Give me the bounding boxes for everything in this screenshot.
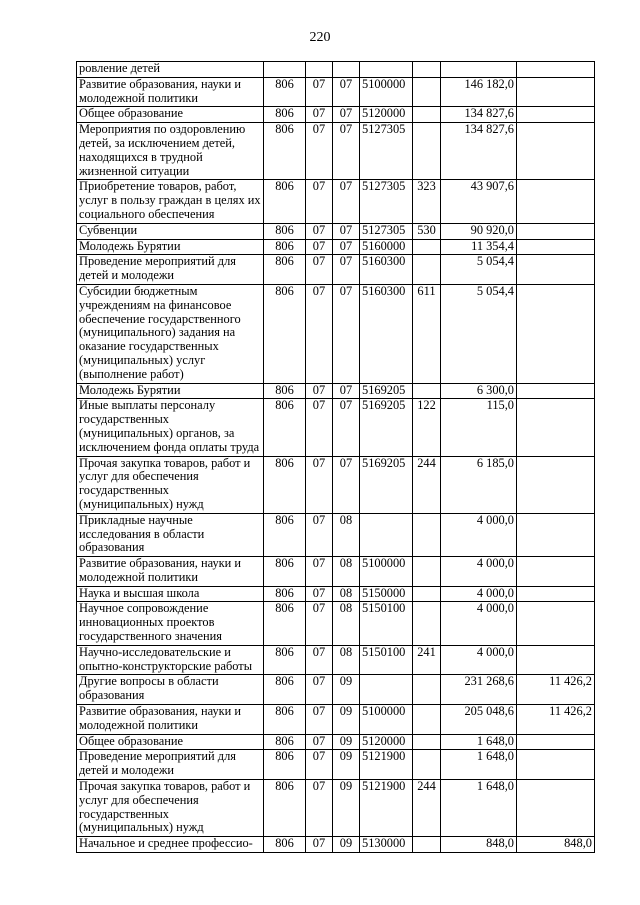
target-article-code-cell: 5150100 <box>360 645 413 675</box>
table-row <box>77 750 595 780</box>
ministry-code-cell: 806 <box>264 456 306 513</box>
budget-table <box>76 61 595 853</box>
item-name-cell: Другие вопросы в области образования <box>77 675 264 705</box>
item-name-cell: Прикладные научные исследования в области образования <box>77 513 264 556</box>
ministry-code-cell: 806 <box>264 284 306 383</box>
target-article-code-cell: 5100000 <box>360 557 413 587</box>
expense-type-code-cell <box>413 383 441 399</box>
target-article-code-cell: 5120000 <box>360 734 413 750</box>
item-name-cell: Начальное и среднее профессио- <box>77 837 264 853</box>
item-name-cell: Мероприятия по оздоровлению детей, за исключением детей, находящихся в трудной жизненной ситуации <box>77 123 264 180</box>
ministry-code-cell: 806 <box>264 180 306 223</box>
amount-cell: 4 000,0 <box>441 557 517 587</box>
table-row <box>77 399 595 456</box>
expense-type-code-cell: 530 <box>413 223 441 239</box>
table-row <box>77 107 595 123</box>
table-row <box>77 284 595 383</box>
amount-secondary-cell: 11 426,2 <box>517 675 595 705</box>
ministry-code-cell: 806 <box>264 399 306 456</box>
section-code-cell: 07 <box>306 284 333 383</box>
section-code-cell: 07 <box>306 107 333 123</box>
section-code-cell: 07 <box>306 675 333 705</box>
subsection-code-cell: 09 <box>333 734 360 750</box>
table-row <box>77 123 595 180</box>
table-row <box>77 837 595 853</box>
amount-secondary-cell <box>517 284 595 383</box>
subsection-code-cell: 09 <box>333 705 360 735</box>
item-name-cell: Проведение мероприятий для детей и молодежи <box>77 750 264 780</box>
item-name-cell: ровление детей <box>77 62 264 78</box>
amount-cell: 11 354,4 <box>441 239 517 255</box>
expense-type-code-cell <box>413 675 441 705</box>
ministry-code-cell: 806 <box>264 107 306 123</box>
ministry-code-cell: 806 <box>264 837 306 853</box>
expense-type-code-cell <box>413 586 441 602</box>
subsection-code-cell: 07 <box>333 284 360 383</box>
subsection-code-cell: 07 <box>333 77 360 107</box>
amount-cell: 4 000,0 <box>441 645 517 675</box>
ministry-code-cell: 806 <box>264 780 306 837</box>
item-name-cell: Общее образование <box>77 734 264 750</box>
expense-type-code-cell <box>413 557 441 587</box>
amount-cell: 848,0 <box>441 837 517 853</box>
budget-table-body <box>77 62 595 853</box>
section-code-cell: 07 <box>306 557 333 587</box>
section-code-cell: 07 <box>306 239 333 255</box>
target-article-code-cell: 5127305 <box>360 180 413 223</box>
amount-secondary-cell <box>517 557 595 587</box>
amount-cell: 5 054,4 <box>441 284 517 383</box>
item-name-cell: Молодежь Бурятии <box>77 239 264 255</box>
target-article-code-cell: 5150100 <box>360 602 413 645</box>
table-row <box>77 223 595 239</box>
amount-cell: 1 648,0 <box>441 780 517 837</box>
target-article-code-cell: 5169205 <box>360 383 413 399</box>
subsection-code-cell: 07 <box>333 223 360 239</box>
expense-type-code-cell: 611 <box>413 284 441 383</box>
subsection-code-cell: 07 <box>333 180 360 223</box>
target-article-code-cell: 5127305 <box>360 123 413 180</box>
amount-secondary-cell <box>517 513 595 556</box>
amount-cell: 134 827,6 <box>441 107 517 123</box>
subsection-code-cell: 08 <box>333 513 360 556</box>
section-code-cell: 07 <box>306 77 333 107</box>
subsection-code-cell <box>333 62 360 78</box>
amount-secondary-cell <box>517 123 595 180</box>
section-code-cell: 07 <box>306 780 333 837</box>
section-code-cell: 07 <box>306 223 333 239</box>
section-code-cell: 07 <box>306 645 333 675</box>
ministry-code-cell: 806 <box>264 383 306 399</box>
item-name-cell: Проведение мероприятий для детей и молодежи <box>77 255 264 285</box>
item-name-cell: Общее образование <box>77 107 264 123</box>
ministry-code-cell: 806 <box>264 705 306 735</box>
item-name-cell: Развитие образования, науки и молодежной политики <box>77 77 264 107</box>
amount-cell: 6 300,0 <box>441 383 517 399</box>
table-row <box>77 255 595 285</box>
section-code-cell: 07 <box>306 734 333 750</box>
target-article-code-cell: 5160000 <box>360 239 413 255</box>
subsection-code-cell: 08 <box>333 557 360 587</box>
target-article-code-cell: 5121900 <box>360 780 413 837</box>
amount-cell: 134 827,6 <box>441 123 517 180</box>
expense-type-code-cell: 122 <box>413 399 441 456</box>
expense-type-code-cell <box>413 750 441 780</box>
ministry-code-cell: 806 <box>264 645 306 675</box>
amount-cell: 4 000,0 <box>441 513 517 556</box>
ministry-code-cell: 806 <box>264 123 306 180</box>
amount-secondary-cell <box>517 734 595 750</box>
item-name-cell: Молодежь Бурятии <box>77 383 264 399</box>
table-row <box>77 180 595 223</box>
ministry-code-cell: 806 <box>264 77 306 107</box>
ministry-code-cell: 806 <box>264 239 306 255</box>
amount-cell: 231 268,6 <box>441 675 517 705</box>
amount-cell: 115,0 <box>441 399 517 456</box>
amount-secondary-cell: 11 426,2 <box>517 705 595 735</box>
table-row <box>77 675 595 705</box>
ministry-code-cell: 806 <box>264 557 306 587</box>
amount-secondary-cell <box>517 750 595 780</box>
ministry-code-cell: 806 <box>264 586 306 602</box>
subsection-code-cell: 07 <box>333 239 360 255</box>
amount-secondary-cell: 848,0 <box>517 837 595 853</box>
amount-cell: 4 000,0 <box>441 602 517 645</box>
amount-secondary-cell <box>517 383 595 399</box>
target-article-code-cell: 5150000 <box>360 586 413 602</box>
target-article-code-cell <box>360 62 413 78</box>
ministry-code-cell: 806 <box>264 223 306 239</box>
item-name-cell: Наука и высшая школа <box>77 586 264 602</box>
expense-type-code-cell: 244 <box>413 780 441 837</box>
subsection-code-cell: 08 <box>333 602 360 645</box>
section-code-cell <box>306 62 333 78</box>
subsection-code-cell: 09 <box>333 675 360 705</box>
target-article-code-cell: 5127305 <box>360 223 413 239</box>
table-row <box>77 734 595 750</box>
amount-secondary-cell <box>517 77 595 107</box>
expense-type-code-cell <box>413 255 441 285</box>
amount-secondary-cell <box>517 223 595 239</box>
table-row <box>77 456 595 513</box>
section-code-cell: 07 <box>306 399 333 456</box>
table-row <box>77 645 595 675</box>
section-code-cell: 07 <box>306 513 333 556</box>
subsection-code-cell: 09 <box>333 780 360 837</box>
target-article-code-cell: 5160300 <box>360 255 413 285</box>
expense-type-code-cell: 323 <box>413 180 441 223</box>
amount-secondary-cell <box>517 107 595 123</box>
section-code-cell: 07 <box>306 705 333 735</box>
ministry-code-cell: 806 <box>264 675 306 705</box>
expense-type-code-cell <box>413 705 441 735</box>
ministry-code-cell: 806 <box>264 602 306 645</box>
expense-type-code-cell <box>413 239 441 255</box>
section-code-cell: 07 <box>306 180 333 223</box>
amount-cell: 1 648,0 <box>441 734 517 750</box>
table-row <box>77 239 595 255</box>
amount-cell: 4 000,0 <box>441 586 517 602</box>
expense-type-code-cell: 244 <box>413 456 441 513</box>
target-article-code-cell: 5169205 <box>360 399 413 456</box>
item-name-cell: Прочая закупка товаров, работ и услуг для обеспечения государственных (муниципальных) нужд <box>77 780 264 837</box>
amount-secondary-cell <box>517 602 595 645</box>
amount-cell: 6 185,0 <box>441 456 517 513</box>
item-name-cell: Научно-исследовательские и опытно-конструкторские работы <box>77 645 264 675</box>
amount-secondary-cell <box>517 586 595 602</box>
item-name-cell: Развитие образования, науки и молодежной политики <box>77 705 264 735</box>
item-name-cell: Иные выплаты персоналу государственных (муниципальных) органов, за исключением фонда оплаты труда <box>77 399 264 456</box>
table-row <box>77 62 595 78</box>
table-row <box>77 513 595 556</box>
item-name-cell: Субвенции <box>77 223 264 239</box>
subsection-code-cell: 07 <box>333 399 360 456</box>
section-code-cell: 07 <box>306 255 333 285</box>
table-row <box>77 705 595 735</box>
table-row <box>77 383 595 399</box>
ministry-code-cell: 806 <box>264 734 306 750</box>
table-row <box>77 586 595 602</box>
amount-cell: 5 054,4 <box>441 255 517 285</box>
ministry-code-cell: 806 <box>264 750 306 780</box>
amount-secondary-cell <box>517 255 595 285</box>
target-article-code-cell: 5169205 <box>360 456 413 513</box>
amount-secondary-cell <box>517 239 595 255</box>
item-name-cell: Научное сопровождение инновационных проектов государственного значения <box>77 602 264 645</box>
expense-type-code-cell <box>413 62 441 78</box>
item-name-cell: Приобретение товаров, работ, услуг в пользу граждан в целях их социального обеспечения <box>77 180 264 223</box>
amount-secondary-cell <box>517 399 595 456</box>
subsection-code-cell: 09 <box>333 837 360 853</box>
target-article-code-cell: 5100000 <box>360 77 413 107</box>
section-code-cell: 07 <box>306 837 333 853</box>
item-name-cell: Субсидии бюджетным учреждениям на финансовое обеспечение государственного (муниципального) задания на оказание государственных (муниципальных) услуг (выполнение работ) <box>77 284 264 383</box>
target-article-code-cell <box>360 675 413 705</box>
amount-secondary-cell <box>517 645 595 675</box>
subsection-code-cell: 07 <box>333 123 360 180</box>
target-article-code-cell: 5100000 <box>360 705 413 735</box>
amount-cell: 90 920,0 <box>441 223 517 239</box>
target-article-code-cell <box>360 513 413 556</box>
table-row <box>77 602 595 645</box>
expense-type-code-cell <box>413 602 441 645</box>
table-row <box>77 557 595 587</box>
item-name-cell: Прочая закупка товаров, работ и услуг для обеспечения государственных (муниципальных) нужд <box>77 456 264 513</box>
ministry-code-cell: 806 <box>264 513 306 556</box>
subsection-code-cell: 07 <box>333 255 360 285</box>
target-article-code-cell: 5160300 <box>360 284 413 383</box>
amount-secondary-cell <box>517 62 595 78</box>
subsection-code-cell: 09 <box>333 750 360 780</box>
item-name-cell: Развитие образования, науки и молодежной политики <box>77 557 264 587</box>
target-article-code-cell: 5121900 <box>360 750 413 780</box>
expense-type-code-cell: 241 <box>413 645 441 675</box>
subsection-code-cell: 07 <box>333 456 360 513</box>
subsection-code-cell: 07 <box>333 383 360 399</box>
section-code-cell: 07 <box>306 602 333 645</box>
section-code-cell: 07 <box>306 123 333 180</box>
section-code-cell: 07 <box>306 383 333 399</box>
amount-cell: 146 182,0 <box>441 77 517 107</box>
section-code-cell: 07 <box>306 456 333 513</box>
table-row <box>77 77 595 107</box>
target-article-code-cell: 5120000 <box>360 107 413 123</box>
expense-type-code-cell <box>413 513 441 556</box>
subsection-code-cell: 08 <box>333 645 360 675</box>
ministry-code-cell <box>264 62 306 78</box>
subsection-code-cell: 07 <box>333 107 360 123</box>
amount-cell <box>441 62 517 78</box>
expense-type-code-cell <box>413 837 441 853</box>
amount-cell: 43 907,6 <box>441 180 517 223</box>
expense-type-code-cell <box>413 107 441 123</box>
section-code-cell: 07 <box>306 586 333 602</box>
subsection-code-cell: 08 <box>333 586 360 602</box>
target-article-code-cell: 5130000 <box>360 837 413 853</box>
table-row <box>77 780 595 837</box>
amount-cell: 205 048,6 <box>441 705 517 735</box>
amount-secondary-cell <box>517 780 595 837</box>
expense-type-code-cell <box>413 77 441 107</box>
amount-secondary-cell <box>517 456 595 513</box>
section-code-cell: 07 <box>306 750 333 780</box>
amount-cell: 1 648,0 <box>441 750 517 780</box>
amount-secondary-cell <box>517 180 595 223</box>
page-number: 220 <box>309 30 331 45</box>
expense-type-code-cell <box>413 734 441 750</box>
ministry-code-cell: 806 <box>264 255 306 285</box>
expense-type-code-cell <box>413 123 441 180</box>
